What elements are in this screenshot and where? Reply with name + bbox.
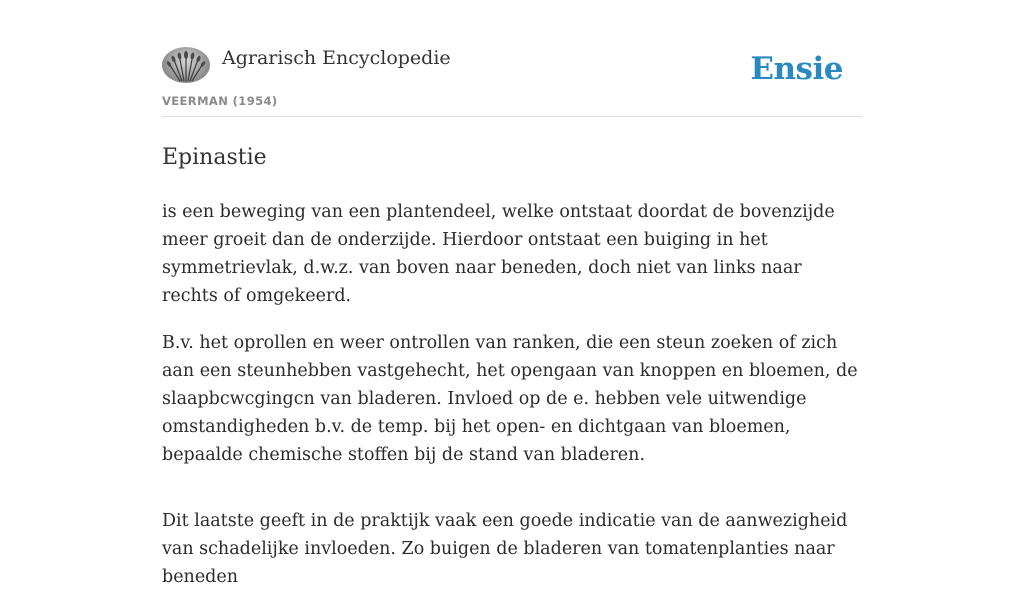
- page: [162, 0, 862, 610]
- article-paragraph: B.v. het oprollen en weer ontrollen van ranken, die een steun zoeken of zich aan een steunhebben vastgehecht, het opengaan van knoppen en bloemen, de slaapbcwcgingcn van bladeren. Invloed op de e. hebben vele uitwendige omstandigheden b.v. de temp. bij het open- en dichtgaan van bloemen, bepaalde chemische stoffen bij de stand van bladeren.: [162, 333, 858, 465]
- wheat-sheaf-logo-icon[interactable]: [162, 47, 210, 83]
- article-headword: Epinastie: [162, 145, 267, 170]
- source-header: [162, 0, 862, 117]
- source-title[interactable]: Agrarisch Encyclopedie: [222, 47, 451, 69]
- source-meta: VEERMAN (1954): [162, 94, 278, 108]
- article-paragraph: Dit laatste geeft in de praktijk vaak een goede indicatie van de aanwezigheid van schadelijke invloeden. Zo buigen de bladeren van tomatenplanties naar beneden: [162, 511, 848, 587]
- article-paragraph: is een beweging van een plantendeel, welke ontstaat doordat de bovenzijde meer groeit dan de onderzijde. Hierdoor ontstaat een buiging in het symmetrievlak, d.w.z. van boven naar beneden, doch niet van links naar rechts of omgekeerd.: [162, 202, 835, 306]
- brand-logo[interactable]: Ensie: [750, 51, 843, 87]
- article-body: [162, 198, 862, 591]
